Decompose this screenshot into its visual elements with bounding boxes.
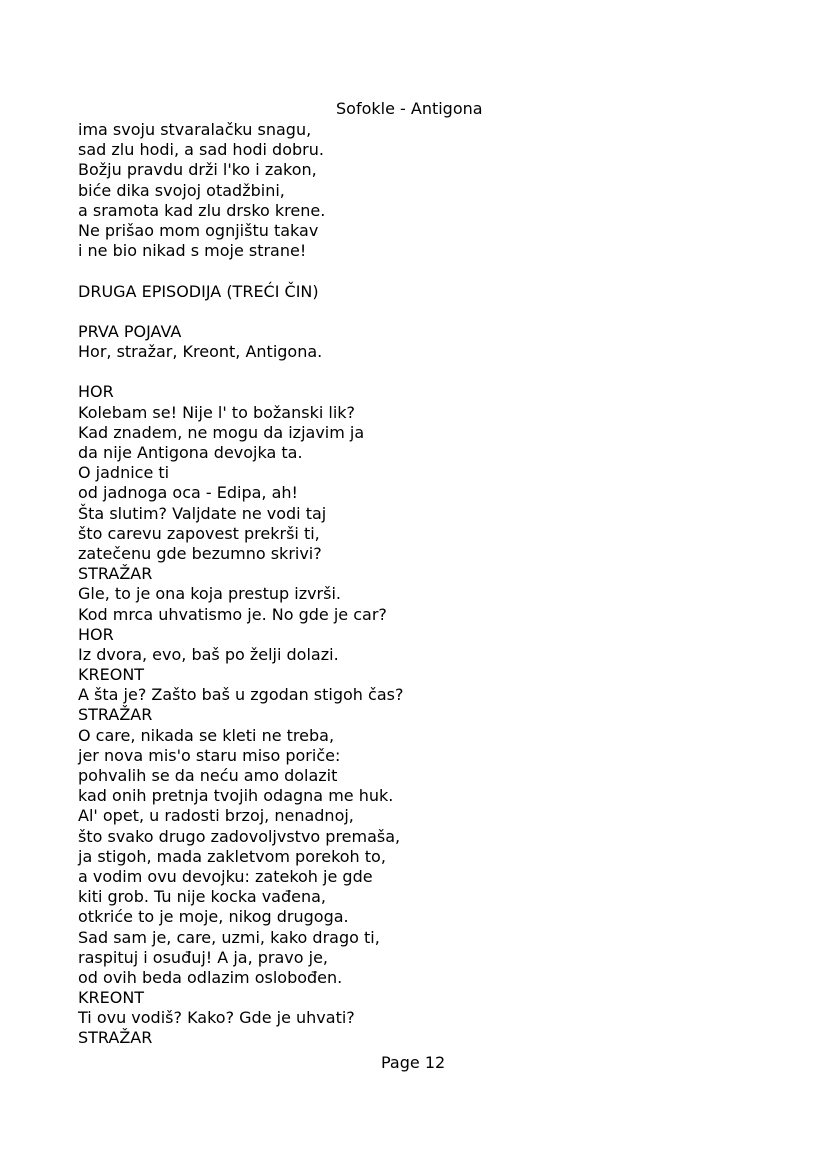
text-line: i ne bio nikad s moje strane!: [78, 241, 307, 261]
text-line: zatečenu gde bezumno skrivi?: [78, 543, 322, 563]
text-line: Al' opet, u radosti brzoj, nenadnoj,: [78, 806, 354, 826]
text-line: sad zlu hodi, a sad hodi dobru.: [78, 140, 324, 160]
text-line: od ovih beda odlazim oslobođen.: [78, 967, 343, 987]
text-line: Gle, to je ona koja prestup izvrši.: [78, 584, 341, 604]
text-line: Šta slutim? Valjdate ne vodi taj: [78, 503, 327, 523]
text-line: Kolebam se! Nije l' to božanski lik?: [78, 402, 356, 422]
section-heading: DRUGA EPISODIJA (TREĆI ČIN): [78, 281, 319, 301]
speaker-label: KREONT: [78, 988, 145, 1008]
text-line: kiti grob. Tu nije kocka vađena,: [78, 887, 327, 907]
speaker-label: HOR: [78, 624, 114, 644]
text-line: kad onih pretnja tvojih odagna me huk.: [78, 786, 394, 806]
speaker-label: HOR: [78, 382, 114, 402]
text-line: otkriće to je moje, nikog drugoga.: [78, 907, 349, 927]
text-line: Iz dvora, evo, baš po želji dolazi.: [78, 644, 339, 664]
blank-line: [78, 302, 403, 322]
text-line: jer nova mis'o staru miso poriče:: [78, 745, 341, 765]
page-number: Page 12: [381, 1053, 446, 1072]
running-header: Sofokle - Antigona: [336, 99, 483, 118]
blank-line: [78, 362, 403, 382]
text-line: raspituj i osuđuj! A ja, pravo je,: [78, 947, 329, 967]
text-line: Božju pravdu drži l'ko i zakon,: [78, 160, 317, 180]
text-line: ima svoju stvaralačku snagu,: [78, 120, 312, 139]
text-line: Ne prišao mom ognjištu takav: [78, 220, 319, 240]
text-line: A šta je? Zašto baš u zgodan stigoh čas?: [78, 685, 404, 705]
text-line: O jadnice ti: [78, 463, 170, 483]
text-line: od jadnoga oca - Edipa, ah!: [78, 483, 298, 503]
text-line: a vodim ovu devojku: zatekoh je gde: [78, 866, 373, 886]
stage-direction: Hor, stražar, Kreont, Antigona.: [78, 342, 323, 362]
text-line: Kod mrca uhvatismo je. No gde je car?: [78, 604, 387, 624]
text-line: pohvalih se da neću amo dolazit: [78, 766, 338, 785]
text-line: O care, nikada se kleti ne treba,: [78, 725, 335, 745]
page-body: [78, 120, 403, 1049]
text-line: Kad znadem, ne mogu da izjavim ja: [78, 422, 365, 442]
speaker-label: STRAŽAR: [78, 564, 153, 584]
speaker-label: STRAŽAR: [78, 705, 153, 725]
text-line: što carevu zapovest prekrši ti,: [78, 523, 320, 543]
text-line: a sramota kad zlu drsko krene.: [78, 200, 326, 220]
speaker-label: STRAŽAR: [78, 1028, 153, 1048]
text-line: Sad sam je, care, uzmi, kako drago ti,: [78, 927, 380, 947]
text-line: ja stigoh, mada zakletvom porekoh to,: [78, 846, 386, 866]
text-line: što svako drugo zadovoljvstvo premaša,: [78, 826, 401, 846]
scene-heading: PRVA POJAVA: [78, 321, 182, 341]
text-line: biće dika svojoj otadžbini,: [78, 180, 285, 200]
text-line: da nije Antigona devojka ta.: [78, 443, 303, 462]
speaker-label: KREONT: [78, 665, 145, 685]
text-line: Ti ovu vodiš? Kako? Gde je uhvati?: [78, 1008, 355, 1028]
blank-line: [78, 261, 403, 281]
